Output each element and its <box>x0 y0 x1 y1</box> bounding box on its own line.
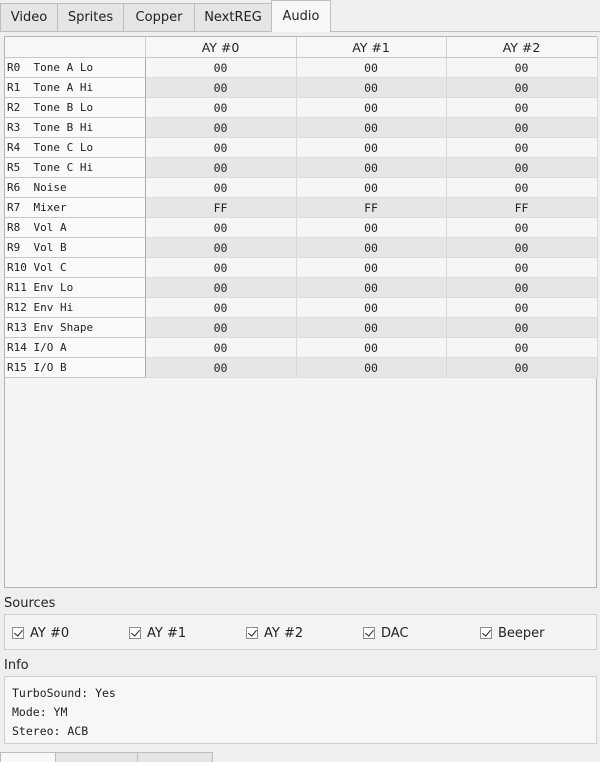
checkbox-checked-icon[interactable] <box>129 627 141 639</box>
column-header-ay1[interactable]: AY #1 <box>296 37 446 58</box>
register-value-cell[interactable]: 00 <box>145 158 296 178</box>
table-row[interactable] <box>5 118 597 138</box>
register-value-cell[interactable]: 00 <box>446 238 597 258</box>
register-row-header[interactable]: R14 I/O A <box>5 338 145 358</box>
info-line-turbosound: TurboSound: Yes <box>12 686 116 700</box>
register-value-cell[interactable]: 00 <box>296 118 446 138</box>
register-row-header[interactable]: R8 Vol A <box>5 218 145 238</box>
info-line-mode: Mode: YM <box>12 705 68 719</box>
register-row-header[interactable]: R7 Mixer <box>5 198 145 218</box>
table-row[interactable] <box>5 338 597 358</box>
register-row-header[interactable]: R12 Env Hi <box>5 298 145 318</box>
register-row-header[interactable]: R10 Vol C <box>5 258 145 278</box>
register-value-cell[interactable]: 00 <box>446 358 597 378</box>
tab-copper[interactable]: Copper <box>123 3 195 31</box>
register-value-cell[interactable]: 00 <box>145 78 296 98</box>
checkbox-checked-icon[interactable] <box>363 627 375 639</box>
sources-group <box>4 614 597 650</box>
tab-audio[interactable]: Audio <box>271 0 331 32</box>
tab-video[interactable]: Video <box>0 3 58 31</box>
table-row[interactable] <box>5 318 597 338</box>
source-ay1-label: AY #1 <box>147 625 187 641</box>
source-dac-checkbox[interactable] <box>363 625 409 641</box>
table-row[interactable] <box>5 98 597 118</box>
table-row[interactable] <box>5 258 597 278</box>
source-beeper-checkbox[interactable] <box>480 625 545 641</box>
register-value-cell[interactable]: 00 <box>446 118 597 138</box>
column-header-ay2[interactable]: AY #2 <box>446 37 597 58</box>
table-row[interactable] <box>5 358 597 378</box>
register-row-header[interactable]: R6 Noise <box>5 178 145 198</box>
register-value-cell[interactable]: 00 <box>446 278 597 298</box>
register-value-cell[interactable]: 00 <box>145 218 296 238</box>
info-label: Info <box>4 658 29 673</box>
register-value-cell[interactable]: 00 <box>296 278 446 298</box>
column-header-ay0[interactable]: AY #0 <box>145 37 296 58</box>
register-value-cell[interactable]: 00 <box>145 278 296 298</box>
table-row[interactable] <box>5 178 597 198</box>
register-value-cell[interactable]: FF <box>145 198 296 218</box>
register-value-cell[interactable]: 00 <box>145 178 296 198</box>
register-value-cell[interactable]: 00 <box>296 298 446 318</box>
table-row[interactable] <box>5 298 597 318</box>
table-row[interactable] <box>5 78 597 98</box>
source-beeper-label: Beeper <box>498 625 545 641</box>
register-value-cell[interactable]: 00 <box>446 138 597 158</box>
register-value-cell[interactable]: 00 <box>446 158 597 178</box>
tab-sprites[interactable]: Sprites <box>57 3 124 31</box>
register-value-cell[interactable]: 00 <box>446 78 597 98</box>
bottom-tab-1[interactable] <box>0 752 56 762</box>
register-row-header[interactable]: R9 Vol B <box>5 238 145 258</box>
register-row-header[interactable]: R4 Tone C Lo <box>5 138 145 158</box>
register-value-cell[interactable]: 00 <box>296 218 446 238</box>
register-value-cell[interactable]: 00 <box>145 58 296 78</box>
register-value-cell[interactable]: 00 <box>446 98 597 118</box>
table-header-row <box>5 37 597 58</box>
register-value-cell[interactable]: 00 <box>446 318 597 338</box>
register-value-cell[interactable]: 00 <box>145 298 296 318</box>
register-value-cell[interactable]: 00 <box>145 238 296 258</box>
register-value-cell[interactable]: 00 <box>296 338 446 358</box>
table-corner-header[interactable] <box>5 37 145 58</box>
register-value-cell[interactable]: 00 <box>296 258 446 278</box>
register-value-cell[interactable]: 00 <box>145 258 296 278</box>
register-row-header[interactable]: R3 Tone B Hi <box>5 118 145 138</box>
register-table <box>5 37 598 378</box>
tab-nextreg[interactable]: NextREG <box>194 3 272 31</box>
register-value-cell[interactable]: 00 <box>446 218 597 238</box>
register-value-cell[interactable]: 00 <box>296 238 446 258</box>
checkbox-checked-icon[interactable] <box>12 627 24 639</box>
register-value-cell[interactable]: 00 <box>446 58 597 78</box>
bottom-tab-bar <box>0 752 600 760</box>
tab-bar <box>0 0 600 32</box>
bottom-tab-2[interactable] <box>55 752 138 762</box>
table-row[interactable] <box>5 158 597 178</box>
register-value-cell[interactable]: 00 <box>296 78 446 98</box>
checkbox-checked-icon[interactable] <box>480 627 492 639</box>
register-value-cell[interactable]: 00 <box>145 118 296 138</box>
register-row-header[interactable]: R13 Env Shape <box>5 318 145 338</box>
source-ay0-checkbox[interactable] <box>12 625 69 641</box>
table-row[interactable] <box>5 138 597 158</box>
sources-label: Sources <box>4 596 56 611</box>
table-row[interactable] <box>5 278 597 298</box>
register-row-header[interactable]: R11 Env Lo <box>5 278 145 298</box>
register-value-cell[interactable]: 00 <box>145 138 296 158</box>
register-value-cell[interactable]: FF <box>446 198 597 218</box>
register-row-header[interactable]: R15 I/O B <box>5 358 145 378</box>
register-row-header[interactable]: R5 Tone C Hi <box>5 158 145 178</box>
register-value-cell[interactable]: 00 <box>296 98 446 118</box>
register-value-cell[interactable]: 00 <box>145 98 296 118</box>
register-value-cell[interactable]: 00 <box>145 358 296 378</box>
source-ay2-label: AY #2 <box>264 625 304 641</box>
info-text-box[interactable] <box>4 676 597 744</box>
info-line-stereo: Stereo: ACB <box>12 724 89 738</box>
source-ay1-checkbox[interactable] <box>129 625 186 641</box>
register-value-cell[interactable]: 00 <box>446 298 597 318</box>
register-value-cell[interactable]: 00 <box>446 258 597 278</box>
register-table-panel[interactable] <box>4 36 597 588</box>
register-value-cell[interactable]: 00 <box>296 178 446 198</box>
register-row-header[interactable]: R1 Tone A Hi <box>5 78 145 98</box>
table-row[interactable] <box>5 58 597 78</box>
register-value-cell[interactable]: 00 <box>296 358 446 378</box>
checkbox-checked-icon[interactable] <box>246 627 258 639</box>
register-value-cell[interactable]: 00 <box>145 318 296 338</box>
table-row[interactable] <box>5 238 597 258</box>
register-value-cell[interactable]: 00 <box>296 138 446 158</box>
register-value-cell[interactable]: 00 <box>296 158 446 178</box>
register-value-cell[interactable]: 00 <box>446 338 597 358</box>
register-row-header[interactable]: R2 Tone B Lo <box>5 98 145 118</box>
register-value-cell[interactable]: 00 <box>446 178 597 198</box>
table-row[interactable] <box>5 218 597 238</box>
register-row-header[interactable]: R0 Tone A Lo <box>5 58 145 78</box>
register-value-cell[interactable]: 00 <box>296 318 446 338</box>
register-value-cell[interactable]: 00 <box>296 58 446 78</box>
register-value-cell[interactable]: 00 <box>145 338 296 358</box>
register-value-cell[interactable]: FF <box>296 198 446 218</box>
bottom-tab-3[interactable] <box>137 752 213 762</box>
source-ay0-label: AY #0 <box>30 625 70 641</box>
source-ay2-checkbox[interactable] <box>246 625 303 641</box>
source-dac-label: DAC <box>381 625 409 641</box>
table-row[interactable] <box>5 198 597 218</box>
